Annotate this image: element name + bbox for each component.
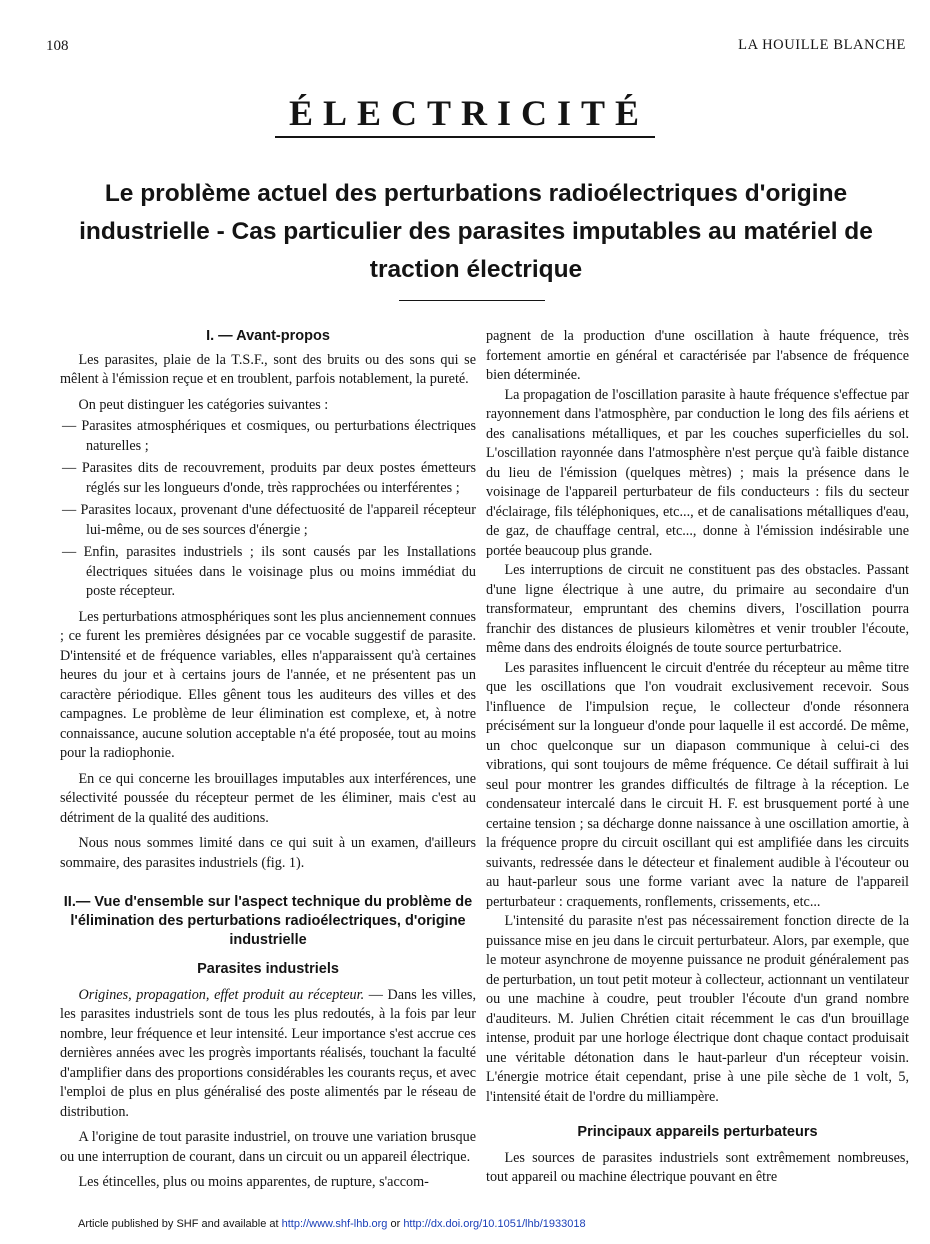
- paragraph: Les perturbations atmosphériques sont les plus anciennement connues ; ce furent les premières désignées par ce vocable suggestif de parasite. D'intensité et de fréquence variables, elles n'apparaissent qu'à certaines heures du jour et à certains jours de l'année, et ne présentent pas un caractère périodique. Elles gênent tous les auditeurs des villes et des campagnes. Le problème de leur élimination est complexe, et, à notre connaissance, aucune solution acceptable n'a été proposée, tout au moins pour la radiophonie.: [60, 608, 477, 761]
- paragraph: La propagation de l'oscillation parasite à haute fréquence s'effectue par rayonnement dans l'atmosphère, par conduction le long des fils aériens et des canalisations métalliques, et par les couches superficielles du sol. L'oscillation rayonnée dans l'atmosphère n'est perçue qu'à faible distance du lieu de l'émission (quelques mètres) ; mais la présence dans le voisinage de l'appareil perturbateur de fils conducteurs : fils du secteur d'éclairage, fils téléphoniques, etc..., et de canalisations métalliques d'eau, de gaz, de chauffage central, etc..., donne à l'émission indésirable une portée beaucoup plus grande.: [486, 386, 909, 559]
- left-column: [60, 327, 476, 1193]
- footer-link-shf[interactable]: http://www.shf-lhb.org: [281, 1218, 388, 1230]
- paragraph: Les interruptions de circuit ne constituent pas des obstacles. Passant d'une ligne électrique à une autre, du primaire au secondaire d'un transformateur, empruntant des chemins divers, l'oscillation pourra franchir des distances de plusieurs kilomètres et venir troubler l'écoute, même dans des endroits éloignés de toute source perturbatrice.: [486, 562, 909, 656]
- paragraph: Les parasites influencent le circuit d'entrée du récepteur au même titre que les oscillations que l'on voudrait exclusivement recevoir. Sous l'influence de l'impulsion reçue, le collecteur d'onde résonnera précisément sur la longueur d'onde pour laquelle il est accordé. De même, un choc quelconque sur un diapason communique à celui-ci des vibrations, qui sont toujours de même fréquence. Ce détail suffirait à lui seul pour montrer les grandes difficultés de filtrage à la réception. Le condensateur intercalé dans le circuit H. F. est brusquement porté à une certaine tension ; sa décharge donne naissance à une oscillation amortie, à la fréquence propre du circuit oscillant qui est amplifiée dans les circuits suivants, redressée dans le détecteur et finalement audible à l'écouteur ou au haut-parleur sous une forme variant avec la nature de l'appareil perturbateur : craquements, ronflements, crissements, etc...: [486, 659, 909, 910]
- paragraph: Les étincelles, plus ou moins apparentes, de rupture, s'accom-: [78, 1174, 429, 1190]
- paragraph-lead-italic: Origines, propagation, effet produit au récepteur.: [78, 986, 365, 1003]
- list-item: — Parasites atmosphériques et cosmiques, ou perturbations électriques naturelles ;: [62, 418, 476, 454]
- paragraph: On peut distinguer les catégories suivantes :: [78, 396, 329, 413]
- article-title: Le problème actuel des perturbations radioélectriques d'origine industrielle - Cas particulier des parasites imputables au matériel de traction électrique: [79, 180, 873, 283]
- paragraph-continued: pagnent de la production d'une oscillation à haute fréquence, très fortement amortie en général et caractérisée par l'absence de fréquence bien déterminée.: [486, 328, 909, 383]
- footer-text: Article published by SHF and available at: [78, 1218, 282, 1230]
- list-item: — Enfin, parasites industriels ; ils sont causés par les Installations électriques situées dans le voisinage plus ou moins immédiat du poste récepteur.: [62, 544, 476, 599]
- journal-running-head: LA HOUILLE BLANCHE: [738, 37, 906, 53]
- paragraph-body: — Dans les villes, les parasites industriels sont de tous les plus redoutés, à la fois par leur nombre, leur fréquence et leur intensité. Leur importance s'est accrue ces dernières années avec les progrès importants réalisés, touchant la faculté d'amplifier dans des proportions considérables les courants reçus, et avec l'emploi de plus en plus généralisé des poste alimentés par le réseau de distribution.: [60, 986, 476, 1120]
- heading-parasites-industriels: Parasites industriels: [197, 961, 339, 977]
- paragraph: L'intensité du parasite n'est pas nécessairement fonction directe de la puissance mise en jeu dans le circuit perturbateur. Alors, par exemple, que le moteur asynchrone de moyenne puissance ne produit généralement pas de perturbation, un tout petit moteur à collecteur, actionnant un ventilateur ou une machine à coudre, peut troubler l'écoute d'un grand nombre d'auditeurs. M. Julien Chrétien citait récemment le cas d'un brouillage intense, produit par une horloge électrique dont chaque contact produisait une véritable détonation dans le haut-parleur d'un récepteur voisin. L'énergie motrice était cependant, prise à une pile sèche de 1 volt, 5, l'intensité était de l'ordre du milliampère.: [486, 913, 909, 1105]
- right-column: [486, 327, 909, 1188]
- heading-principaux-appareils: Principaux appareils perturbateurs: [577, 1124, 818, 1140]
- paragraph: [60, 986, 476, 1123]
- footer-or: or: [387, 1218, 404, 1230]
- heading-section-2: II.— Vue d'ensemble sur l'aspect technique du problème de l'élimination des perturbations radioélectriques, d'origine industrielle: [63, 894, 473, 948]
- list-item: — Parasites dits de recouvrement, produits par deux postes émetteurs réglés sur les longueurs d'onde, très rapprochées ou interférentes ;: [62, 460, 476, 496]
- section-title-text: ÉLECTRICITÉ: [275, 93, 655, 138]
- heading-avant-propos: I. — Avant-propos: [206, 328, 330, 344]
- page-number: 108: [46, 38, 69, 54]
- section-title: [0, 92, 930, 138]
- paragraph: A l'origine de tout parasite industriel, on trouve une variation brusque ou une interruption de courant, dans un circuit ou un appareil électrique.: [60, 1129, 476, 1165]
- paragraph: En ce qui concerne les brouillages imputables aux interférences, une sélectivité poussée du récepteur permet de les éliminer, mais c'est au détriment de la qualité des auditions.: [60, 770, 476, 826]
- list-item: — Parasites locaux, provenant d'une défectuosité de l'appareil récepteur lui-même, ou de ses sources d'énergie ;: [62, 502, 476, 538]
- footer-link-doi[interactable]: http://dx.doi.org/10.1051/lhb/1933018: [403, 1218, 586, 1230]
- paragraph: Les sources de parasites industriels sont extrêmement nombreuses, tout appareil ou machine électrique pouvant en être: [486, 1149, 909, 1185]
- category-list: [60, 417, 476, 602]
- title-rule: [399, 300, 545, 301]
- footer-attribution: [78, 1218, 586, 1230]
- paragraph: Nous nous sommes limité dans ce qui suit à un examen, d'ailleurs sommaire, des parasites industriels (fig. 1).: [60, 835, 476, 871]
- paragraph: Les parasites, plaie de la T.S.F., sont des bruits ou des sons qui se mêlent à l'émission reçue et en troublent, parfois notablement, la pureté.: [60, 351, 476, 387]
